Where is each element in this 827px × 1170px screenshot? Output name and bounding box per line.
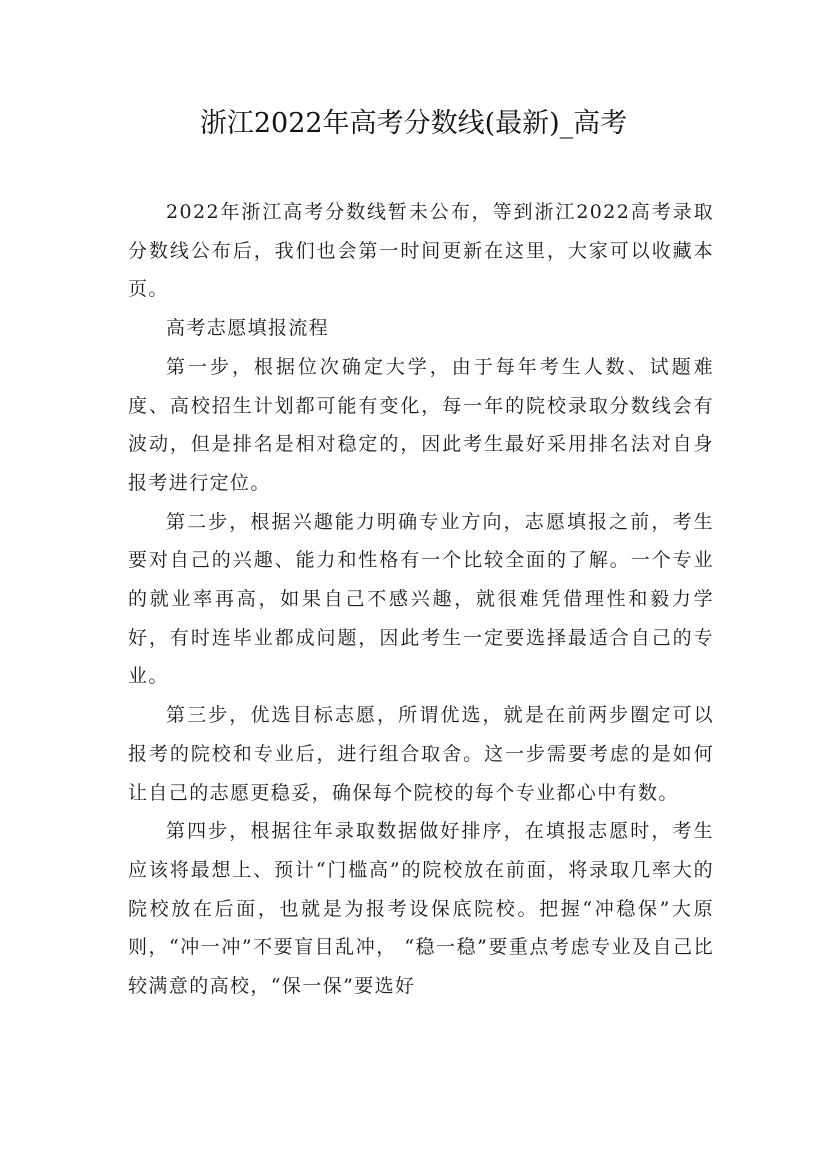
document-title: 浙江2022年高考分数线(最新)_高考 xyxy=(199,108,628,139)
paragraph-step-2: 第二步，根据兴趣能力明确专业方向，志愿填报之前，考生要对自己的兴趣、能力和性格有一个比较全面的了解。一个专业的就业率再高，如果自己不感兴趣，就很难凭借理性和毅力学好，有时连毕业都成问题，因此考生一定要选择最适合自己的专业。 xyxy=(128,510,714,688)
paragraph-intro: 2022年浙江高考分数线暂未公布，等到浙江2022高考录取分数线公布后，我们也会第一时间更新在这里，大家可以收藏本页。 xyxy=(128,201,714,301)
document-body xyxy=(128,193,714,1006)
section-heading: 高考志愿填报流程 xyxy=(166,317,330,340)
paragraph-step-4: 第四步，根据往年录取数据做好排序，在填报志愿时，考生应该将最想上、预计“门槛高”的院校放在前面，将录取几率大的院校放在后面，也就是为报考设保底院校。把握“冲稳保”大原则，“冲一冲”不要盲目乱冲， “稳一稳”要重点考虑专业及自己比较满意的高校，“保一保”要选好 xyxy=(128,820,714,998)
paragraph-step-3: 第三步，优选目标志愿，所谓优选，就是在前两步圈定可以报考的院校和专业后，进行组合取舍。这一步需要考虑的是如何让自己的志愿更稳妥，确保每个院校的每个专业都心中有数。 xyxy=(128,704,714,804)
paragraph-step-1: 第一步，根据位次确定大学，由于每年考生人数、试题难度、高校招生计划都可能有变化，每一年的院校录取分数线会有波动，但是排名是相对稳定的，因此考生最好采用排名法对自身报考进行定位。 xyxy=(128,355,714,494)
